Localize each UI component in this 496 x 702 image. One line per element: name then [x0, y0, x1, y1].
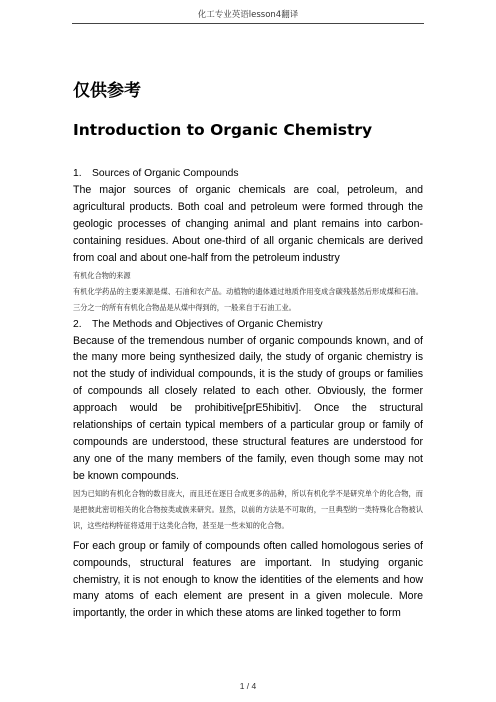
reference-note: 仅供参考	[73, 81, 141, 101]
section-heading	[73, 316, 423, 333]
section-number: 2.	[73, 318, 82, 330]
section-number: 1.	[73, 168, 82, 179]
english-paragraph: Because of the tremendous number of organic compounds known, and of the many more being synthesized daily, the study of organic chemistry is not the study of individual compounds, it is the study of groups or families of compounds all closely related to each other. Obviously, the former approach would be prohibitive[prE5hibitiv]. Once the structural relationships of certain typical members of a particular group or family of compounds are understood, these structural features are understood for any one of the many members of the family, even though some may not be known compounds.	[73, 334, 423, 482]
running-header: 化工专业英语lesson4翻译	[197, 10, 299, 20]
page-number: 1 / 4	[239, 681, 257, 691]
header-rule	[72, 23, 424, 24]
document-title: Introduction to Organic Chemistry	[73, 121, 373, 139]
document-body	[73, 165, 423, 622]
chinese-translation: 因为已知的有机化合物的数目庞大，而且还在逐日合成更多的品种，所以有机化学不是研究单个的化合物，而是把彼此密切相关的化合物按类或族来研究。显然，以前的方法是不可取的，一旦典型的一类特殊化合物被认识，这些结构特征将适用于这类化合物，甚至是一些未知的化合物。	[73, 488, 423, 530]
chinese-translation: 有机化合物的来源 有机化学药品的主要来源是煤、石油和农产品。动植物的遗体通过地质作用变成含碳残基然后形成煤和石油。三分之一的所有有机化合物品是从煤中得到的，一般来自于石油工业。	[73, 270, 423, 312]
section-title: Sources of Organic Compounds	[92, 168, 239, 179]
section-heading	[73, 165, 423, 182]
english-paragraph: For each group or family of compounds often called homologous series of compounds, structural features are important. In studying organic chemistry, it is not enough to know the identities of the elements and how many atoms of each element are present in a given molecule. More importantly, the order in which these atoms are linked together to form	[73, 539, 423, 620]
section-title: The Methods and Objectives of Organic Chemistry	[92, 318, 323, 330]
english-paragraph: The major sources of organic chemicals are coal, petroleum, and agricultural products. Both coal and petroleum were formed through the geologic processes of changing animal and plant remains into carbon-containing residues. About one-third of all organic chemicals are derived from coal and about one-half from the petroleum industry	[73, 184, 423, 264]
